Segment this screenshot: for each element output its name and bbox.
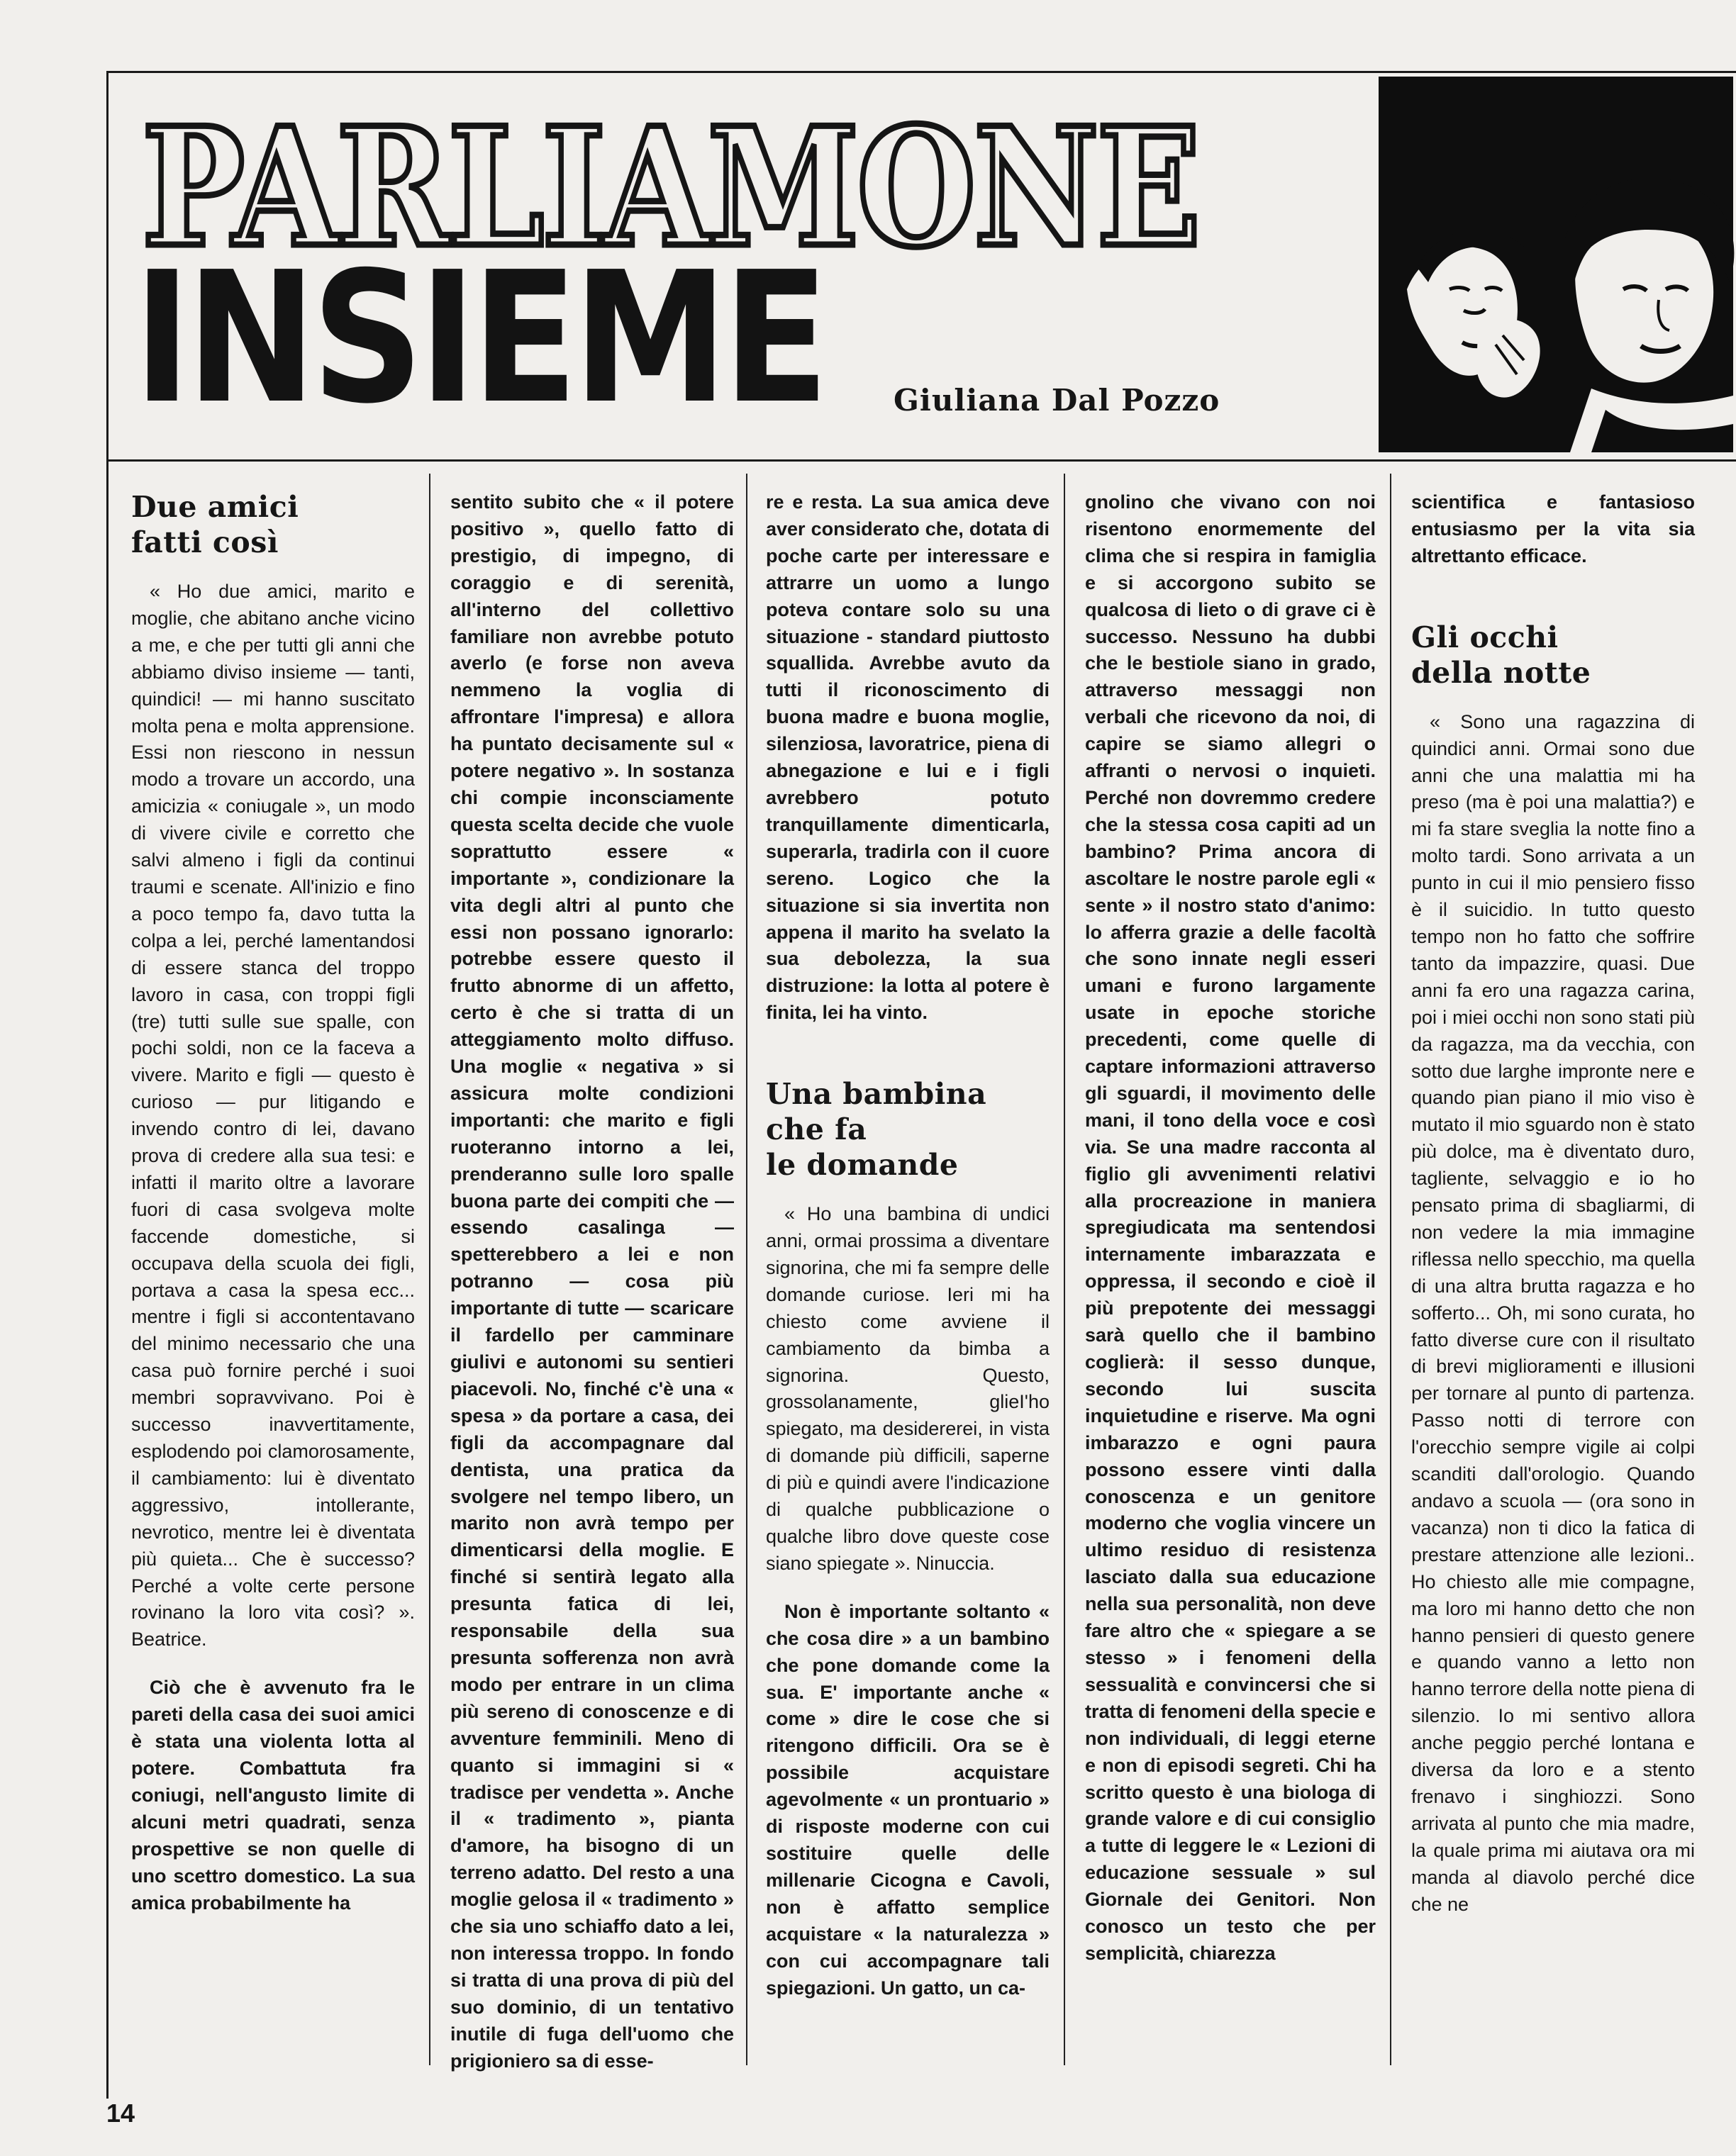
column-separator — [746, 474, 747, 2065]
heading-line: fatti così — [131, 525, 279, 559]
title-line-2: INSIEME — [133, 233, 825, 444]
heading-line: le domande — [766, 1148, 959, 1183]
title-line-1: PARLIAMONE — [142, 92, 1199, 284]
column-1 — [131, 489, 415, 2049]
page-number: 14 — [106, 2099, 135, 2128]
reader-letter: « Sono una ragazzina di quindici anni. Ormai sono due anni che una malattia mi ha preso (ma è poi una malattia?) e mi fa stare sveglia la notte fino a molto tardi. Sono arrivata a un punto in cui il mio pensiero fisso è il suicidio. In tutto questo tempo non ho fatto che soffrire tanto da impazzire, quasi. Due anni fa ero una ragazza carina, poi i miei occhi non sono stati più da ragazza, ma da vecchia, con sotto due larghe impronte nere e quando pian piano il mio viso è mutato il mio sguardo non è stato più dolce, ma è diventato duro, tagliente, selvaggio e io ho pensato prima di sbagliarmi, di non vedere la mia immagine riflessa nello specchio, ma quella di una altra brutta ragazza e ho sofferto... Oh, mi sono curata, ho fatto diverse cure con il risultato di brevi miglioramenti e illusioni per tornare al punto di partenza. Passo notti di terrore con l'orecchio sempre vigile ai colpi scanditi dall'orologio. Quando andavo a scuola — (ora sono in vacanza) non ti dico la fatica di prestare attenzione alle lezioni.. Ho chiesto alle mie compagne, ma loro mi hanno detto che non hanno pensieri di questo genere e quando vanno a letto non hanno terrore della notte piena di silenzio. Io mi sentivo allora anche peggio perché lontana e diversa da loro e a stento frenavo i singhiozzi. Sono arrivata al punto che mia madre, la quale prima mi aiutava ora mi manda al diavolo perché dice che ne — [1411, 710, 1695, 1915]
answer-paragraph: sentito subito che « il potere positivo », quello fatto di prestigio, di impegno, di coraggio e di serenità, all'interno del collettivo familiare non avrebbe potuto averlo (e forse non aveva nemmeno la voglia di affrontare l'impresa) e allora ha puntato decisamente sul « potere negativo ». In sostanza chi compie inconsciamente questa scelta decide che vuole soprattutto essere « importante », condizionare la vita degli altri al punto che essi non possano ignorarlo: potrebbe essere questo il frutto abnorme di un affetto, certo è che si tratta di un atteggiamento molto diffuso. Una moglie « negativa » si assicura molte condizioni importanti: che marito e figli ruoteranno intorno a lei, prenderanno sulle loro spalle buona parte dei compiti che — essendo casalinga — spetterebbero a lei e non potranno — cosa più importante di tutte — scaricare il fardello per camminare giulivi e autonomi su sentieri piacevoli. No, finché c'è una « spesa » da portare a casa, dei figli da accompagnare dal dentista, una pratica da svolgere nel tempo libero, un marito non avrà tempo per dimenticarsi della moglie. E finché si sentirà legato alla presunta fatica di lei, responsabile della sua presunta sofferenza non avrà modo per entrare in un clima più sereno di conoscenze e di avventure femminili. Meno di quanto si immagini si « tradisce per vendetta ». Anche il « tradimento », pianta d'amore, ha bisogno di un terreno adatto. Del resto a una moglie gelosa il « tradimento » che sia uno schiaffo dato a lei, non interessa troppo. In fondo si tratta di una prova di più del suo dominio, di un tentativo inutile di fuga dell'uomo che prigioniero sa di esse- — [450, 491, 734, 2072]
left-rule — [106, 71, 108, 2099]
top-rule — [106, 71, 1736, 73]
column-5 — [1411, 489, 1695, 2049]
heading-line: della notte — [1411, 655, 1591, 690]
section-heading-due-amici — [131, 489, 415, 560]
two-women-illustration — [1379, 77, 1733, 452]
header-illustration — [1379, 77, 1733, 452]
heading-line: Una bambina — [766, 1077, 987, 1112]
heading-line: Gli occhi — [1411, 620, 1559, 654]
answer-paragraph: scientifica e fantasioso entusiasmo per la vita sia altrettanto efficace. — [1411, 491, 1695, 566]
section-heading-una-bambina — [766, 1076, 1050, 1183]
heading-line: Due amici — [131, 490, 299, 524]
reader-letter: « Ho una bambina di undici anni, ormai prossima a diventare signorina, che mi fa sempre delle domande curiose. Ieri mi ha chiesto come avviene il cambiamento da bimba a signorina. Questo, grossolanamente, glieI'ho spiegato, ma desidererei, in vista di domande più difficili, saperne di più e quindi avere l'indicazione di qualche pubblicazione o qualche libro dove queste cose siano spiegate ». Ninuccia. — [766, 1203, 1050, 1574]
answer-paragraph: Non è importante soltanto « che cosa dire » a un bambino che pone domande come la sua. E' importante anche « come » dire le cose che si ritengono difficili. Ora se è possibile acquistare agevolmente « un prontuario » di risposte moderne con cui sostituire quelle delle millenarie Cicogna e Cavoli, non è affatto semplice acquistare « la naturalezza » con cui accompagnare tali spiegazioni. Un gatto, un ca- — [766, 1600, 1050, 1999]
answer-paragraph: re e resta. La sua amica deve aver considerato che, dotata di poche carte per interessare e attrarre un uomo a lungo poteva contare solo su una situazione - standard piuttosto squallida. Avrebbe avuto da tutti il riconoscimento di buona madre e buona moglie, silenziosa, lavoratrice, piena di abnegazione e lui e i figli avrebbero potuto tranquillamente dimenticarla, superarla, tradirla con il cuore sereno. Logico che la situazione si sia invertita non appena il marito ha svelato la sua debolezza, la sua distruzione: la lotta al potere è finita, lei ha vinto. — [766, 491, 1050, 1024]
heading-line: che fa — [766, 1112, 867, 1147]
header-bottom-rule — [106, 459, 1736, 462]
column-separator — [1390, 474, 1391, 2065]
reader-letter: « Ho due amici, marito e moglie, che abitano anche vicino a me, e che per tutti gli anni che abbiamo diviso insieme — tanti, quindici! — mi hanno suscitato molta pena e molta apprensione. Essi non riescono in nessun modo a trovare un accordo, una amicizia « coniugale », un modo di vivere civile e corretto che salvi almeno i figli da continui traumi e scenate. All'inizio e fino a poco tempo fa, davo tutta la colpa a lei, perché lamentandosi di essere stanca del troppo lavoro in casa, con troppi figli (tre) tutti sulle sue spalle, con pochi soldi, non ce la faceva a vivere. Marito e figli — questo è curioso — pur litigando e invendo contro di lei, davano prova di credere alla sua tesi: e infatti il marito oltre a lavorare fuori di casa svolgeva molte faccende domestiche, si occupava della scuola dei figli, portava a casa la spesa ecc... mentre i figli si accontentavano del minimo necessario che una casa può fornire perché i suoi membri sopravvivano. Poi è successo inavvertitamente, esplodendo poi clamorosamente, il cambiamento: lui è diventato aggressivo, intollerante, nevrotico, mentre lei è diventata più quieta... Che è successo? Perché a volte certe persone rovinano la loro vita così? ». Beatrice. — [131, 581, 415, 1650]
section-heading-gli-occhi — [1411, 620, 1695, 691]
author-byline: Giuliana Dal Pozzo — [894, 383, 1220, 418]
answer-paragraph: Ciò che è avvenuto fra le pareti della casa dei suoi amici è stata una violenta lotta al potere. Combattuta fra coniugi, nell'angusto limite di alcuni metri quadrati, senza prospettive se non quelle di uno scettro domestico. La sua amica probabilmente ha — [131, 1677, 415, 1914]
column-separator — [429, 474, 430, 2065]
column-4 — [1085, 489, 1376, 2049]
answer-paragraph: gnolino che vivano con noi risentono enormemente del clima che si respira in famiglia e si accorgono subito se qualcosa di lieto o di grave ci è successo. Nessuno ha dubbi che le bestiole siano in grado, attraverso messaggi non verbali che ricevono da noi, di capire se siamo allegri o affranti o nervosi o inquieti. Perché non dovremmo credere che la stessa cosa capiti ad un bambino? Prima ancora di ascoltare le nostre parole egli « sente » il nostro stato d'animo: lo afferra grazie a delle facoltà che sono innate negli esseri umani e furono largamente usate in epoche storiche precedenti, come quelle di captare informazioni attraverso gli sguardi, il movimento delle mani, il tono della voce e così via. Se una madre racconta al figlio gli avvenimenti relativi alla procreazione in maniera spregiudicata ma sentendosi internamente imbarazzata e oppressa, il secondo e cioè il più prepotente dei messaggi sarà quello che il bambino coglierà: il sesso dunque, secondo lui suscita inquietudine e riserve. Ma ogni imbarazzo e ogni paura possono essere vinti dalla conoscenza e un genitore moderno che voglia vincere un ultimo residuo di resistenza lasciato dalla sua educazione nella sua personalità, non deve fare altro che « spiegare a se stesso » i fenomeni della sessualità e convincersi che si tratta di fenomeni della specie e non individuali, di leggi eterne e non di episodi segreti. Chi ha scritto questo è una biologa di grande valore e di cui consiglio a tutte di leggere le « Lezioni di educazione sessuale » sul Giornale dei Genitori. Non conosco un testo che per semplicità, chiarezza — [1085, 491, 1376, 1964]
column-separator — [1064, 474, 1065, 2065]
column-2 — [450, 489, 734, 2072]
column-3 — [766, 489, 1050, 2049]
